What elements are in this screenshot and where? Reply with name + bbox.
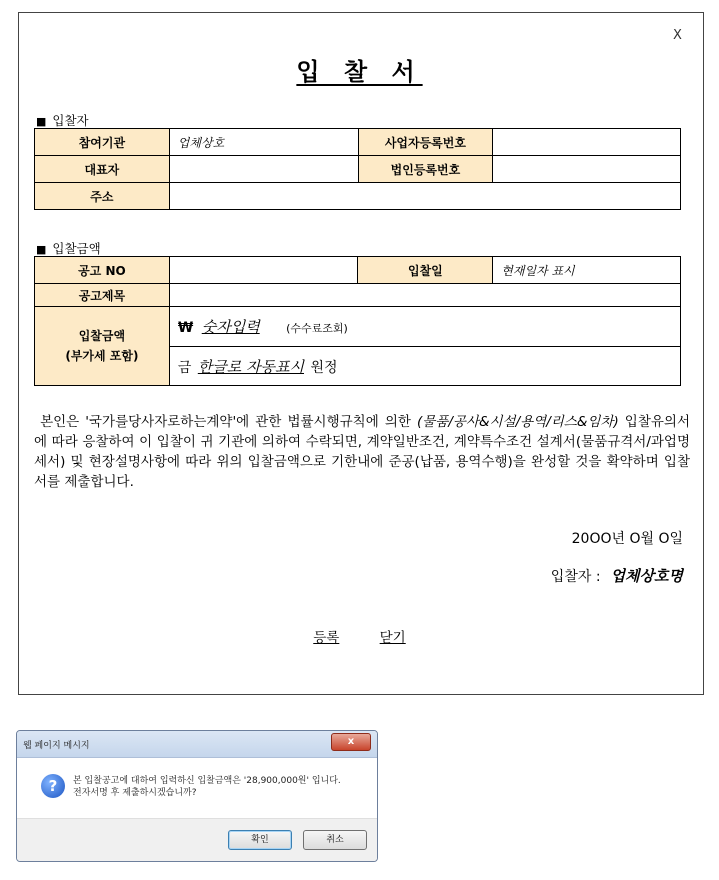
addr-label: 주소	[35, 183, 170, 210]
ok-button[interactable]: 확인	[228, 830, 292, 850]
page-title: 입 찰 서	[296, 58, 423, 86]
corpno-value[interactable]	[493, 156, 681, 183]
dialog-title: 웹 페이지 메시지	[23, 741, 90, 751]
square-bullet-icon: ■	[36, 243, 47, 256]
close-icon[interactable]: X	[673, 28, 682, 43]
date-text: 20OO년 O월 O일	[571, 531, 683, 547]
rep-label: 대표자	[35, 156, 170, 183]
notice-no-label: 공고 NO	[35, 257, 170, 284]
dialog-titlebar[interactable]	[17, 731, 377, 758]
bidder-section-heading: ■ 입찰자	[36, 113, 89, 128]
fee-lookup-link[interactable]: (수수료조회)	[286, 322, 348, 335]
amount-input[interactable]: 숫자입력	[201, 318, 260, 336]
dialog-close-icon[interactable]: x	[331, 733, 371, 751]
cancel-button[interactable]: 취소	[303, 830, 367, 850]
bidder-table	[34, 128, 681, 210]
bid-date-label: 입찰일	[358, 257, 493, 284]
bid-date-value: 현재일자 표시	[493, 257, 681, 284]
bidder-name: 업체상호명	[610, 567, 683, 585]
amount-label: 입찰금액 (부가세 포함)	[35, 307, 170, 386]
form-actions	[0, 626, 719, 646]
dialog-footer	[17, 818, 377, 862]
register-button[interactable]: 등록	[313, 630, 340, 646]
rep-value[interactable]	[169, 156, 358, 183]
amount-input-cell	[169, 307, 680, 347]
korean-amount-cell: 금 한글로 자동표시 원정	[169, 347, 680, 386]
amount-section-heading: ■ 입찰금액	[36, 241, 101, 256]
org-value[interactable]: 업체상호	[169, 129, 358, 156]
dialog-message: 본 입찰공고에 대하여 입력하신 입찰금액은 '28,900,000원' 입니다. 전자서명 후 제출하시겠습니까?	[73, 776, 341, 798]
won-symbol: ₩	[177, 320, 194, 336]
bizno-label: 사업자등록번호	[358, 129, 493, 156]
notice-title-label: 공고제목	[35, 284, 170, 307]
korean-amount-text: 한글로 자동표시	[197, 357, 304, 376]
statement-text: 본인은 '국가를당사자로하는계약'에 관한 법률시행규칙에 의한 (물품/공사&시설/용역/리스&임차) 입찰유의서에 따라 응찰하여 이 입찰이 귀 기관에 의하여 수락되면, 계약일반조건, 계약특수조건 설계서(물품규격서/과업명세서) 및 현장설명사항에 따라 위의 입찰금액으로 기한내에 준공(납품, 용역수행)을 완성할 것을 확약하며 입찰서를 제출합니다.	[34, 414, 691, 490]
addr-value[interactable]	[169, 183, 680, 210]
close-button[interactable]: 닫기	[379, 630, 406, 646]
notice-no-value[interactable]	[169, 257, 358, 284]
bizno-value[interactable]	[493, 129, 681, 156]
square-bullet-icon: ■	[36, 115, 47, 128]
bidder-signature: 입찰자 : 업체상호명	[550, 567, 683, 585]
org-label: 참여기관	[35, 129, 170, 156]
notice-title-value	[169, 284, 680, 307]
question-icon: ?	[41, 774, 65, 798]
amount-table	[34, 256, 681, 386]
dialog-body	[17, 758, 377, 818]
corpno-label: 법인등록번호	[358, 156, 493, 183]
confirm-dialog	[16, 730, 378, 862]
